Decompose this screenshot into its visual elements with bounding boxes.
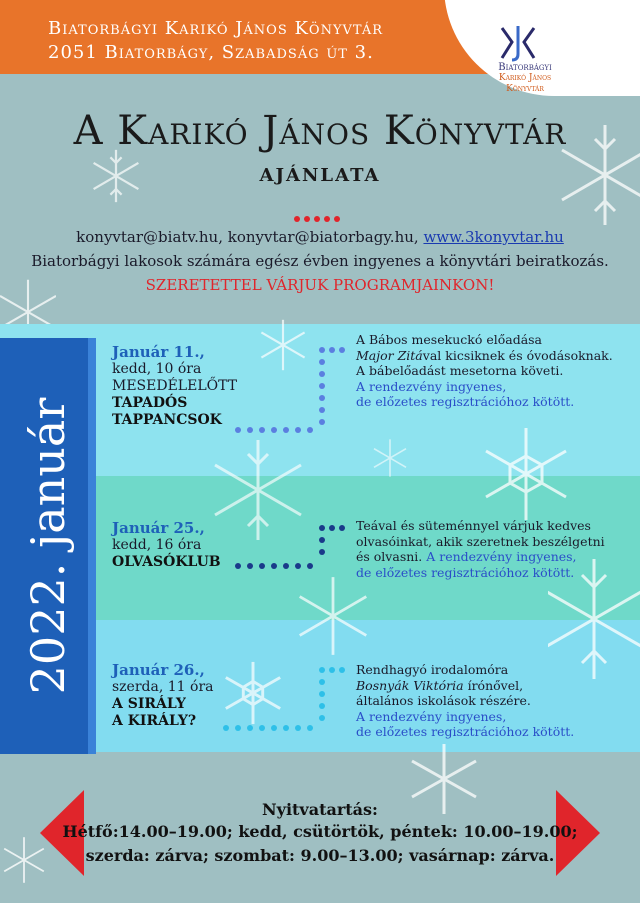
- event-title-line1: A SIRÁLY: [112, 696, 186, 712]
- opening-hours-line2: szerda: zárva; szombat: 9.00–13.00; vasárnap: zárva.: [85, 846, 555, 865]
- event-note: de előzetes regisztrációhoz kötött.: [356, 564, 575, 580]
- connector-dots-1: [232, 340, 350, 438]
- event-date: Január 26.,: [112, 661, 205, 679]
- event-desc-line: A Bábos mesekuckó előadása: [356, 332, 543, 347]
- library-logo-icon: [498, 24, 538, 62]
- contact-emails[interactable]: konyvtar@biatv.hu, konyvtar@biatorbagy.hu,: [76, 228, 424, 246]
- snowflake-icon: [296, 574, 370, 658]
- event-title-line1: TAPADÓS: [112, 395, 188, 411]
- event-desc-line: Rendhagyó irodalomóra: [356, 662, 509, 677]
- event-desc-line: A bábelőadást mesetorna követi.: [356, 363, 564, 378]
- event-desc-line: Teával és süteménnyel várjuk kedves: [356, 518, 591, 533]
- event-3-description: [356, 662, 626, 740]
- event-note: de előzetes regisztrációhoz kötött.: [356, 394, 575, 409]
- sidebar-stripe: [88, 338, 96, 754]
- event-category: MESEDÉLELŐTT: [112, 378, 238, 394]
- event-3-info: [112, 662, 213, 730]
- connector-dots-3: [204, 662, 350, 736]
- event-desc-line: olvasóinkat, akik szeretnek beszélgetni: [356, 533, 605, 549]
- event-time: szerda, 11 óra: [112, 679, 214, 695]
- registration-info: Biatorbágyi lakosok számára egész évben ingyenes a könyvtári beiratkozás.: [31, 252, 609, 270]
- event-note: A rendezvény ingyenes,: [426, 549, 577, 564]
- logo-text-line2: Karikó János: [498, 73, 552, 83]
- event-desc-text: és olvasni.: [356, 549, 427, 564]
- event-title-line2: TAPPANCSOK: [112, 412, 222, 428]
- author-name: Bosnyák Viktória: [356, 677, 464, 693]
- event-title-line1: OLVASÓKLUB: [112, 554, 221, 570]
- snowflake-icon: [478, 426, 574, 522]
- event-date: Január 25.,: [112, 519, 205, 537]
- snowflake-icon: [370, 438, 410, 478]
- website-link[interactable]: www.3konyvtar.hu: [423, 228, 564, 246]
- logo-text-line3: Könyvtár: [506, 84, 544, 94]
- event-2-description: [356, 518, 626, 580]
- logo-text-line1: Biatorbágyi: [498, 62, 552, 73]
- performer-name: Major Zitá: [356, 347, 423, 363]
- library-address: 2051 Biatorbágy, Szabadság út 3.: [48, 42, 374, 63]
- event-time: kedd, 10 óra: [112, 361, 202, 377]
- event-desc-text: írónővel,: [463, 677, 524, 693]
- contact-line: [0, 228, 640, 246]
- page-subtitle: ajánlata: [259, 158, 381, 188]
- library-name: Biatorbágyi Karikó János Könyvtár: [48, 18, 384, 39]
- event-note: A rendezvény ingyenes,: [356, 378, 507, 394]
- event-1-info: [112, 344, 237, 429]
- event-desc-line: általános iskolások részére.: [356, 693, 531, 708]
- event-note: de előzetes regisztrációhoz kötött.: [356, 724, 575, 739]
- page-title: A Karikó János Könyvtár: [73, 108, 567, 154]
- event-1-description: [356, 332, 626, 410]
- welcome-text: SZERETETTEL VÁRJUK PROGRAMJAINKON!: [145, 276, 495, 294]
- month-label: 2022. január: [21, 397, 75, 695]
- event-desc-line: [356, 678, 626, 694]
- event-date: Január 11.,: [112, 343, 205, 361]
- event-time: kedd, 16 óra: [112, 537, 202, 553]
- event-title-line2: A KIRÁLY?: [112, 713, 197, 729]
- opening-hours-line1: Hétfő:14.00–19.00; kedd, csütörtök, péntek: 10.00–19.00;: [62, 822, 578, 841]
- event-note: A rendezvény ingyenes,: [356, 708, 507, 724]
- opening-hours-title: Nyitvatartás:: [262, 800, 378, 819]
- event-desc-line: [356, 348, 626, 364]
- event-desc-text: val kicsiknek és óvodásoknak.: [422, 347, 613, 363]
- event-2-info: [112, 520, 221, 571]
- connector-dots-2: [234, 520, 350, 576]
- decorative-dots: [292, 207, 342, 226]
- event-desc-line: [356, 549, 626, 565]
